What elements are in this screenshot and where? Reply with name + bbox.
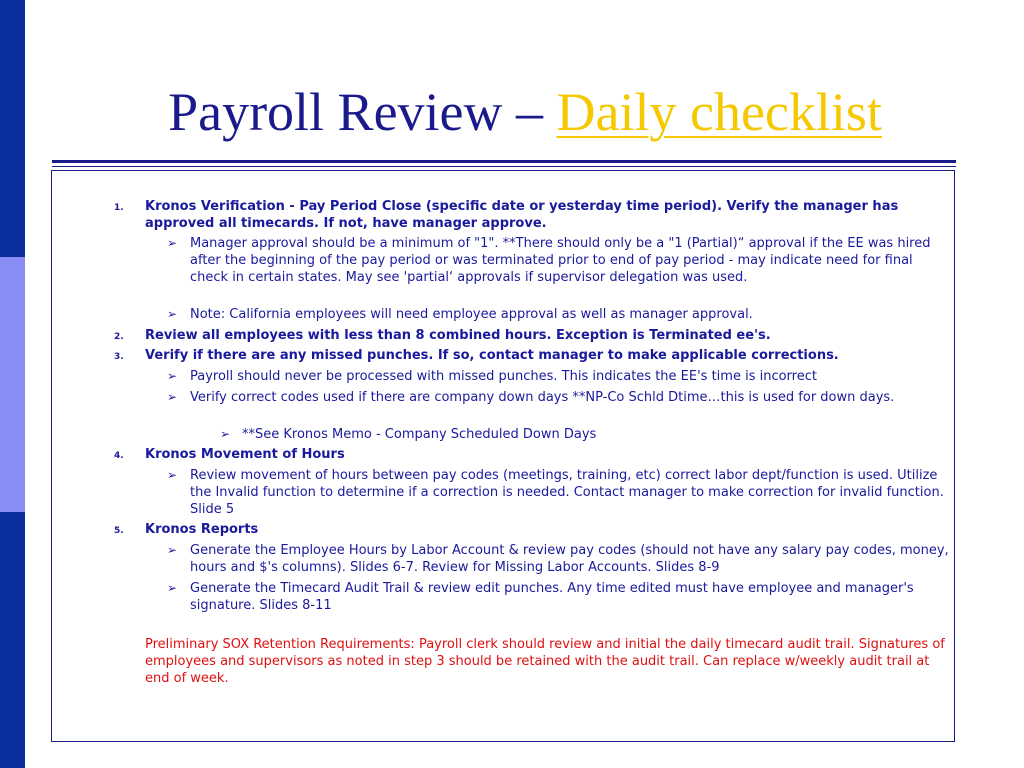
arrow-bullet-icon: ➢ [220,427,231,441]
title-divider-thin [52,166,956,167]
sidebar-stripe-bottom [0,512,25,768]
item-5-text: Kronos Reports [145,522,259,537]
title-divider-thick [52,160,956,163]
item-4-text: Kronos Movement of Hours [145,447,345,462]
item-2-text: Review all employees with less than 8 combined hours. Exception is Terminated ee's. [145,328,771,343]
arrow-bullet-icon: ➢ [167,390,178,404]
item-5-number: 5. [114,526,124,536]
item-2-number: 2. [114,332,124,342]
item-4-sub-1: Review movement of hours between pay codes (meetings, training, etc) correct labor dept/function is used. Utilize the Invalid function to determine if a correction is needed. Contact manager to make correction for invalid function. Slide 5 [190,468,944,517]
item-1-text: Kronos Verification - Pay Period Close (specific date or yesterday time period). Verify the manager has approved all timecards. If not, have manager approve. [145,199,899,231]
sox-retention-note: Preliminary SOX Retention Requirements: Payroll clerk should review and initial the daily timecard audit trail. Signatures of employees and supervisors as noted in step 3 should be retained with the audit trail. Can replace w/weekly audit trail at end of week. [145,637,945,686]
item-4-number: 4. [114,451,124,461]
arrow-bullet-icon: ➢ [167,468,178,482]
slide-title-accent: Daily checklist [556,82,882,142]
sidebar-stripe-top [0,0,25,257]
item-3-number: 3. [114,352,124,362]
slide-title [25,80,1024,144]
sidebar-stripe-middle [0,257,25,512]
item-1-sub-1: Manager approval should be a minimum of "1". **There should only be a "1 (Partial)“ approval if the EE was hired after the beginning of the pay period or was terminated prior to end of pay period - may indicate need for final check in certain states. May see 'partial‘ approvals if supervisor delegation was used. [190,236,931,285]
arrow-bullet-icon: ➢ [167,543,178,557]
item-3-sub-2: Verify correct codes used if there are company down days **NP-Co Schld Dtime…this is used for down days. [190,390,895,405]
item-3-sub-sub-1: **See Kronos Memo - Company Scheduled Down Days [242,427,597,442]
item-5-sub-2: Generate the Timecard Audit Trail & review edit punches. Any time edited must have employee and manager's signature. Slides 8-11 [190,581,914,613]
arrow-bullet-icon: ➢ [167,369,178,383]
item-5-sub-1: Generate the Employee Hours by Labor Account & review pay codes (should not have any salary pay codes, money, hours and $'s columns). Slides 6-7. Review for Missing Labor Accounts. Slides 8-9 [190,543,949,575]
arrow-bullet-icon: ➢ [167,307,178,321]
arrow-bullet-icon: ➢ [167,236,178,250]
item-3-sub-1: Payroll should never be processed with missed punches. This indicates the EE's time is incorrect [190,369,817,384]
slide-title-main: Payroll Review – [168,82,557,142]
checklist-box [51,170,955,742]
arrow-bullet-icon: ➢ [167,581,178,595]
item-3-text: Verify if there are any missed punches. If so, contact manager to make applicable corrections. [145,348,839,363]
item-1-number: 1. [114,203,124,213]
item-1-sub-2: Note: California employees will need employee approval as well as manager approval. [190,307,753,322]
